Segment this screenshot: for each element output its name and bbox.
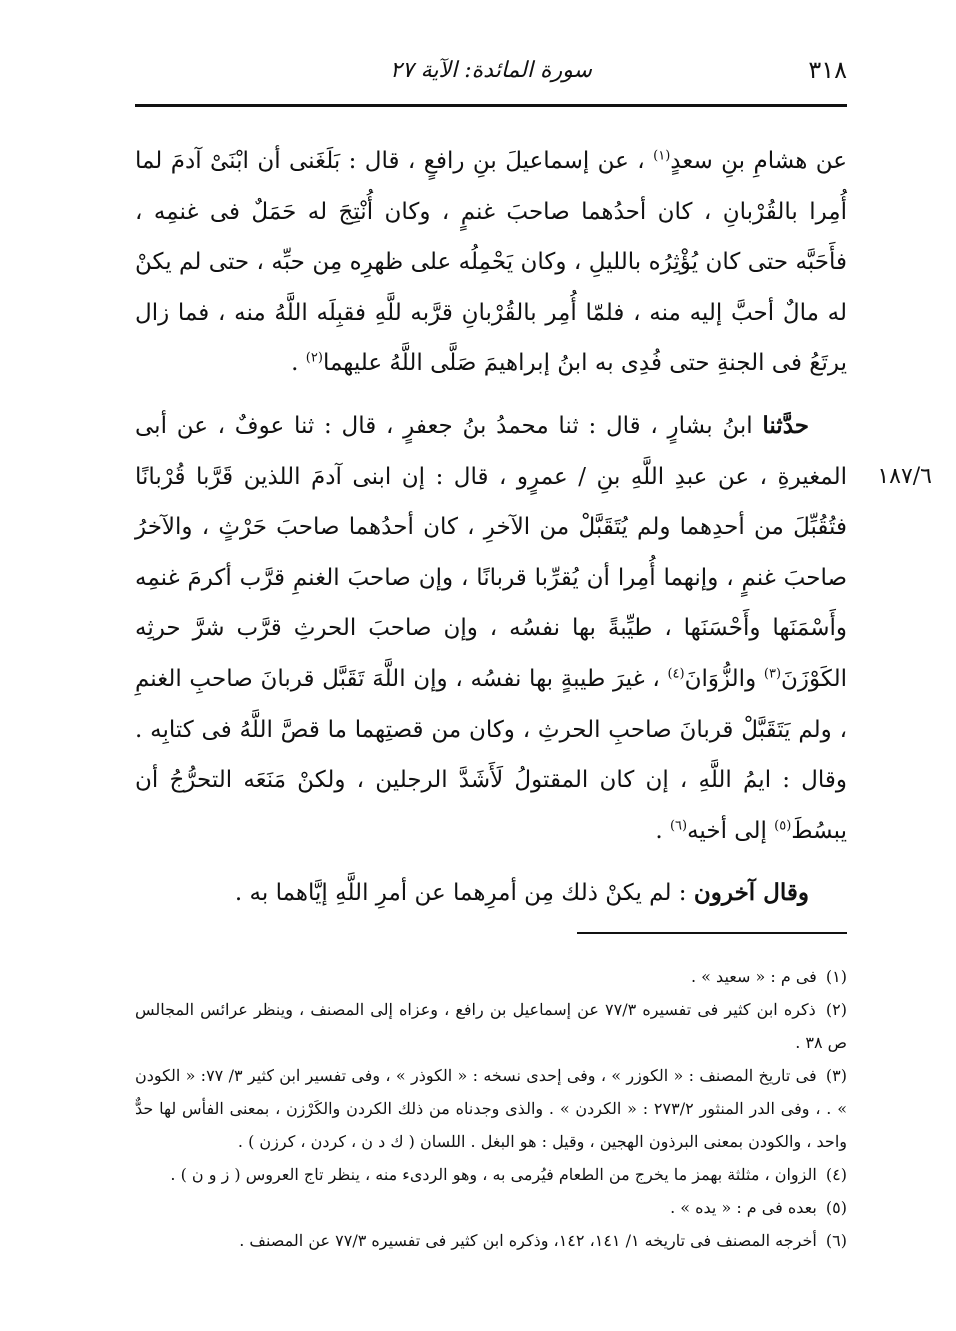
footnote-text: فى تاريخ المصنف : « الكوزر » ، وفى إحدى نسخه : « الكوذر » ، وفى تفسير ابن كثير ٣/ ٧٧: « الكودن » . ، وفى الدر المنثور ٢٧٣/٢ : « الكردن » . والذى وجدناه من ذلك الكردن والكَرْزن ، بمعنى الفأس لها حدٌّ واحد ، والكودن بمعنى البرذون الهجين ، وقيل : هو البغل . اللسان ( ك د ن ، كردن ، كرزن ) . [135, 1066, 847, 1151]
footnote-ref-5[interactable]: (٥) [774, 818, 792, 834]
paragraph-text: والزُّوَانَ [684, 665, 764, 692]
header-rule [135, 104, 847, 107]
paragraph-lead-word: حدَّثنا [762, 411, 809, 439]
paragraph-2 [135, 401, 847, 856]
paragraph-1 [135, 136, 847, 389]
footnote-6 [135, 1224, 847, 1257]
footnote-number: (١) [825, 967, 847, 986]
footnote-text: فى م : « سعيد » . [691, 967, 817, 986]
running-title: سورة المائدة: الآية ٢٧ [390, 58, 592, 83]
paragraph-text: ابنُ بشارٍ ، قال : ثنا محمدُ بنُ جعفرٍ ، قال : ثنا عوفٌ ، عن أبى المغيرةِ ، عن عبدِ اللَّهِ بنِ / عمرٍو ، قال : إن ابنى آدمَ اللذين قَرَّبا قُرْبانًا فتُقُبِّلَ من أحدِهما ولم يُتَقَبَّلْ من الآخرِ ، كان أحدُهما صاحبَ حَرْثٍ ، والآخرُ صاحبَ غنمٍ ، وإنهما أُمِرا أن يُقرِّبا قربانًا ، وإن صاحبَ الغنمِ قرَّب أكرمَ غنمِه وأَسْمَنَها وأَحْسَنَها ، طيِّبةً بها نفسُه ، وإن صاحبَ الحرثِ قرَّب شرَّ حرثِه الكَوْزَنَ [135, 412, 847, 692]
footnote-text: الزوان ، مثلثة بهمز ما يخرج من الطعام فيُرمى به ، وهو الردىء منه ، ينظر تاج العروس ( ز و ن ) . [170, 1165, 817, 1184]
footnote-ref-4[interactable]: (٤) [667, 666, 685, 682]
paragraph-text: : لم يكنْ ذلك مِن أمرِهما عن أمرِ اللَّهِ إيَّاهما به . [234, 880, 694, 907]
page-number: ٣١٨ [808, 56, 847, 84]
footnote-1 [135, 960, 847, 993]
footnote-text: ذكره ابن كثير فى تفسيره ٧٧/٣ عن إسماعيل بن رافع ، وعزاه إلى المصنف ، وينظر عرائس المجالس ص ٣٨ . [135, 1000, 847, 1052]
footnote-ref-1[interactable]: (١) [653, 148, 671, 164]
footnote-5 [135, 1191, 847, 1224]
paragraph-text: . [291, 350, 306, 377]
footnote-text: أخرجه المصنف فى تاريخه ١/ ١٤١، ١٤٢، وذكره ابن كثير فى تفسيره ٧٧/٣ عن المصنف . [239, 1231, 817, 1250]
footnote-2 [135, 993, 847, 1059]
footnote-4 [135, 1158, 847, 1191]
footnote-ref-6[interactable]: (٦) [669, 818, 688, 834]
page-header [135, 52, 847, 96]
footnote-3 [135, 1059, 847, 1158]
paragraph-text: ، غيرَ طيبةٍ بها نفسُه ، وإن اللَّهَ تَقَبَّل قربانَ صاحبِ الغنمِ ، ولم يَتَقَبَّلْ قربانَ صاحبِ الحرثِ ، وكان من قصتِهما ما قصَّ اللَّهُ فى كتابِه . وقال : ايمُ اللَّهِ ، إن كان المقتولُ لَأَشَدَّ الرجلين ، ولكنْ مَنَعَه التحرُّجُ أن يبسُطَ [135, 665, 847, 844]
footnote-ref-3[interactable]: (٣) [763, 666, 782, 682]
paragraph-3 [135, 868, 847, 919]
footnote-number: (٣) [825, 1066, 847, 1085]
footnote-text: بعده فى م : « يده » . [670, 1198, 817, 1217]
footnotes [135, 960, 847, 1257]
main-text [135, 136, 847, 919]
paragraph-text: . [655, 817, 670, 844]
footnote-ref-2[interactable]: (٢) [305, 350, 323, 366]
footnote-number: (٤) [825, 1165, 847, 1184]
footnote-number: (٥) [825, 1198, 847, 1217]
paragraph-lead-word: وقال آخرون [693, 879, 809, 907]
paragraph-text: عن هشامِ بنِ سعدٍ [670, 148, 847, 174]
footnote-separator [577, 932, 847, 934]
paragraph-text: ، عن إسماعيلَ بنِ رافعٍ ، قال : بَلَغَنى أن ابْنَىْ آدمَ لما أُمِرا بالقُرْبانِ ، كان أحدُهما صاحبَ غنمٍ ، وكان أُنْتِجَ له حَمَلٌ فى غنمِه ، فأَحَبَّه حتى كان يُؤْثِرُه بالليلِ ، وكان يَحْمِلُه على ظهرِه مِن حبِّه ، حتى لم يكنْ له مالٌ أحبَّ إليه منه ، فلمّا أُمِر بالقُرْبانِ قرَّبه للَّهِ فقبِلَه اللَّهُ منه ، فما زال يرتَعُ فى الجنةِ حتى فُدِى به ابنُ إبراهيمَ صَلَّى اللَّهُ عليهما [135, 148, 847, 377]
footnote-number: (٢) [825, 1000, 848, 1019]
paragraph-gap [135, 856, 847, 868]
paragraph-gap [135, 389, 847, 401]
margin-volume-page-note: ١٨٧/٦ [877, 464, 932, 489]
footnote-number: (٦) [825, 1231, 847, 1250]
paragraph-text: إلى أخيه [687, 817, 775, 844]
